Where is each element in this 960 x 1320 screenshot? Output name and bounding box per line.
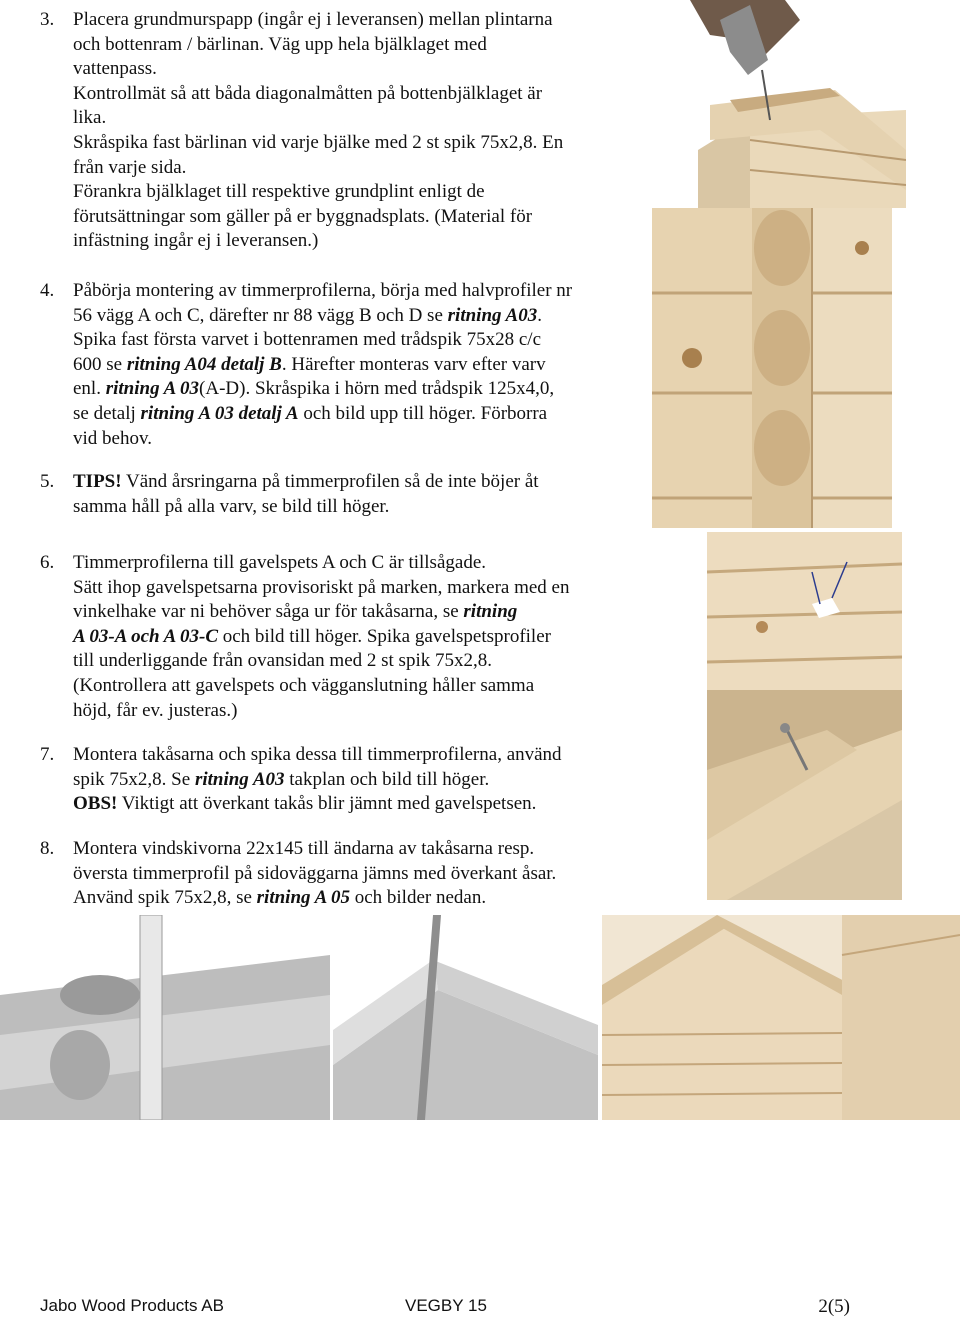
step-8-text (73, 837, 640, 911)
text-line: lika. (73, 107, 107, 129)
text-line: 56 vägg A och C, därefter nr 88 vägg B och D se ritning A03. (73, 304, 542, 326)
footer-product: VEGBY 15 (405, 1296, 487, 1315)
step-3 (40, 8, 640, 254)
step-number: 8. (40, 838, 55, 859)
step-4-text (73, 279, 640, 451)
text-line: förutsättningar som gäller på er byggnadsplats. (Material för (73, 205, 533, 227)
drawing-ref: ritning A 05 (256, 887, 350, 909)
step-number: 3. (40, 9, 55, 30)
text-line: 600 se ritning A04 detalj B. Härefter monteras varv efter varv (73, 353, 546, 375)
text-line: från varje sida. (73, 156, 187, 178)
text-line: vattenpass. (73, 58, 157, 80)
text-line: till underliggande från ovansidan med 2 st spik 75x2,8. (73, 650, 492, 672)
text-line: OBS! Viktigt att överkant takås blir jämnt med gavelspetsen. (73, 793, 537, 815)
step-8 (40, 837, 640, 911)
text-line: Montera vindskivorna 22x145 till ändarna av takåsarna resp. (73, 838, 535, 859)
text-line: vinkelhake var ni behöver såga ur för takåsarna, se ritning (73, 601, 518, 623)
photo-corner-nailing (690, 0, 906, 208)
step-7 (40, 743, 640, 817)
step-5-text (73, 470, 640, 519)
text-line: Timmerprofilerna till gavelspets A och C är tillsågade. (73, 552, 486, 573)
text-line: A 03-A och A 03-C och bild till höger. Spika gavelspetsprofiler (73, 625, 551, 647)
drawing-ref: A 03-A och A 03-C (73, 625, 218, 647)
page-footer (40, 1296, 850, 1320)
text-line: spik 75x2,8. Se ritning A03 takplan och bild till höger. (73, 768, 490, 790)
text-line: Använd spik 75x2,8, se ritning A 05 och bilder nedan. (73, 887, 487, 909)
photo-level-hands (0, 915, 330, 1120)
text-line: se detalj ritning A 03 detalj A och bild upp till höger. Förborra (73, 402, 548, 424)
step-5 (40, 470, 640, 519)
drawing-ref: ritning A03 (194, 768, 285, 790)
drawing-ref: ritning A 03 (105, 378, 200, 400)
step-6 (40, 551, 640, 723)
text-line: TIPS! Vänd årsringarna på timmerprofilen så de inte böjer åt (73, 471, 539, 492)
step-number: 5. (40, 471, 55, 492)
photo-wall-corner (652, 208, 892, 528)
text-line: Påbörja montering av timmerprofilerna, börja med halvprofiler nr (73, 280, 573, 301)
text-line: höjd, får ev. justeras.) (73, 699, 238, 721)
text-line: infästning ingår ej i leveransen.) (73, 230, 319, 252)
text-line: Sätt ihop gavelspetsarna provisoriskt på marken, markera med en (73, 576, 570, 598)
text-line: enl. ritning A 03(A-D). Skråspika i hörn med trådspik 125x4,0, (73, 378, 555, 400)
text-line: Spika fast första varvet i bottenramen med trådspik 75x28 c/c (73, 329, 542, 351)
text-line: Montera takåsarna och spika dessa till timmerprofilerna, använd (73, 744, 562, 765)
drawing-ref: ritning A04 detalj B (126, 353, 282, 375)
text-line: vid behov. (73, 427, 152, 449)
text-line: (Kontrollera att gavelspets och vägganslutning håller samma (73, 674, 535, 696)
photo-gable-cutout (707, 532, 902, 690)
photo-roof-purlin (707, 690, 902, 900)
text-line: Kontrollmät så att båda diagonalmåtten på bottenbjälklaget är (73, 82, 543, 104)
text-line: Förankra bjälklaget till respektive grundplint enligt de (73, 181, 485, 203)
tips-label: TIPS! (73, 471, 122, 492)
text-line: och bottenram / bärlinan. Väg upp hela bjälklaget med (73, 33, 487, 55)
photo-saw-cut (333, 915, 598, 1120)
step-number: 6. (40, 552, 55, 573)
photo-gable-trim (602, 915, 960, 1120)
drawing-ref: ritning A 03 detalj A (140, 402, 299, 424)
text-line: Placera grundmurspapp (ingår ej i leveransen) mellan plintarna (73, 9, 553, 30)
step-7-text (73, 743, 640, 817)
step-number: 7. (40, 744, 55, 765)
text-line: Skråspika fast bärlinan vid varje bjälke med 2 st spik 75x2,8. En (73, 131, 564, 153)
footer-page-number: 2(5) (818, 1296, 850, 1317)
text-line: översta timmerprofil på sidoväggarna jämns med överkant åsar. (73, 862, 557, 884)
step-4 (40, 279, 640, 451)
drawing-ref: ritning (463, 601, 518, 623)
step-6-text (73, 551, 640, 723)
step-number: 4. (40, 280, 55, 301)
obs-label: OBS! (73, 793, 118, 815)
drawing-ref: ritning A03 (447, 304, 538, 326)
step-3-text (73, 8, 640, 254)
text-line: samma håll på alla varv, se bild till höger. (73, 495, 390, 517)
footer-company: Jabo Wood Products AB (40, 1296, 224, 1315)
